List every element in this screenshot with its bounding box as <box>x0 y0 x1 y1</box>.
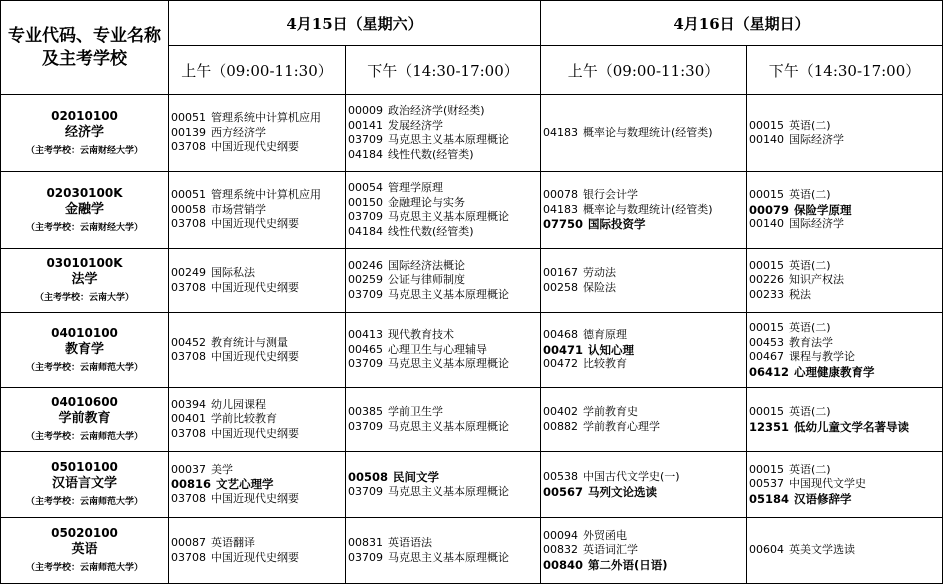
course-entry <box>543 328 746 343</box>
course-name: 银行会计学 <box>583 188 638 202</box>
course-name: 美学 <box>211 462 233 476</box>
course-code: 00258 <box>543 280 578 294</box>
course-code: 00401 <box>171 412 206 426</box>
header-slot-day1-morning: 上午（09:00-11:30） <box>169 46 346 95</box>
course-entry <box>348 536 540 551</box>
course-name: 发展经济学 <box>388 118 443 132</box>
course-entry <box>348 343 540 358</box>
course-name: 英语语法 <box>388 536 432 549</box>
course-name: 西方经济学 <box>211 125 266 139</box>
course-name: 现代教育技术 <box>388 328 454 342</box>
exam-slot-cell <box>541 313 747 388</box>
course-name: 国际经济学 <box>789 217 844 231</box>
course-entry <box>543 203 746 218</box>
exam-slot-cell <box>346 249 541 313</box>
course-code: 00094 <box>543 528 578 542</box>
course-entry <box>348 485 540 500</box>
course-entry <box>348 119 540 134</box>
major-name: 金融学 <box>64 201 104 217</box>
course-name: 英语翻译 <box>211 536 255 549</box>
course-name: 马克思主义基本原理概论 <box>388 484 509 498</box>
course-entry <box>171 126 345 141</box>
course-entry <box>171 492 345 507</box>
course-name: 中国古代文学史(一) <box>583 470 680 483</box>
course-name: 认知心理 <box>588 342 635 357</box>
major-name: 法学 <box>71 272 98 287</box>
course-entry <box>348 328 540 343</box>
course-name: 中国近现代史纲要 <box>211 350 299 363</box>
exam-slot-cell <box>747 172 943 249</box>
course-name: 保险法 <box>583 280 616 294</box>
major-cell <box>1 172 169 249</box>
course-name: 管理系统中计算机应用 <box>211 188 321 202</box>
course-entry <box>348 288 540 303</box>
course-name: 市场营销学 <box>211 202 266 216</box>
major-name: 经济学 <box>64 124 104 140</box>
course-code: 00015 <box>749 258 784 272</box>
course-code: 00079 <box>749 202 790 217</box>
course-code: 00402 <box>543 405 578 418</box>
major-school: （主考学校：云南财经大学） <box>25 222 143 233</box>
course-name: 第二外语(日语) <box>588 557 668 572</box>
course-code: 00226 <box>749 273 784 287</box>
course-entry <box>749 365 942 380</box>
major-school: （主考学校：云南师范大学） <box>25 497 143 507</box>
course-entry <box>543 529 746 544</box>
course-code: 00015 <box>749 188 784 202</box>
course-name: 国际经济法概论 <box>388 258 465 272</box>
course-code: 00140 <box>749 133 784 146</box>
course-name: 教育法学 <box>789 335 833 349</box>
course-entry <box>749 133 942 148</box>
course-name: 学前卫生学 <box>388 405 443 418</box>
course-name: 民间文学 <box>393 470 440 484</box>
course-code: 00058 <box>171 202 206 216</box>
course-code: 00816 <box>171 477 212 492</box>
exam-slot-cell <box>169 452 346 518</box>
course-name: 英美文学选读 <box>789 543 855 557</box>
course-name: 公证与律师制度 <box>388 273 465 287</box>
course-code: 03709 <box>348 357 383 371</box>
course-code: 00054 <box>348 181 383 194</box>
course-code: 00037 <box>171 462 206 476</box>
major-name: 教育学 <box>64 341 104 357</box>
course-code: 03708 <box>171 426 206 440</box>
exam-slot-cell <box>346 518 541 584</box>
course-code: 00413 <box>348 328 383 342</box>
course-entry <box>749 321 942 336</box>
major-name: 汉语言文学 <box>51 476 117 491</box>
course-code: 03709 <box>348 287 383 301</box>
course-name: 马克思主义基本原理概论 <box>388 287 509 301</box>
course-name: 线性代数(经管类) <box>388 224 474 238</box>
course-entry <box>348 148 540 163</box>
major-code: 02030100K <box>46 185 123 200</box>
course-code: 00140 <box>749 217 784 231</box>
course-entry <box>171 536 345 551</box>
course-code: 03708 <box>171 491 206 505</box>
major-name: 英语 <box>71 542 98 557</box>
course-name: 税法 <box>789 287 811 301</box>
exam-slot-cell <box>169 518 346 584</box>
course-entry <box>348 273 540 288</box>
course-code: 00840 <box>543 557 584 572</box>
course-entry <box>543 543 746 558</box>
exam-slot-cell <box>747 388 943 452</box>
course-code: 03709 <box>348 419 383 433</box>
course-name: 学前教育史 <box>583 405 638 418</box>
course-name: 马克思主义基本原理概论 <box>388 210 509 223</box>
course-entry <box>171 551 345 566</box>
course-entry <box>749 119 942 134</box>
course-entry <box>749 336 942 351</box>
course-entry <box>543 420 746 435</box>
course-entry <box>171 111 345 126</box>
course-name: 幼儿园课程 <box>211 397 266 411</box>
course-code: 00009 <box>348 104 383 117</box>
course-code: 00471 <box>543 342 584 357</box>
course-code: 07750 <box>543 217 584 232</box>
course-code: 03708 <box>171 350 206 363</box>
course-entry <box>171 140 345 155</box>
course-entry <box>348 196 540 211</box>
course-entry <box>543 126 746 141</box>
course-name: 国际经济学 <box>789 133 844 146</box>
major-school: （主考学校：云南师范大学） <box>25 432 143 442</box>
course-code: 00015 <box>749 321 784 334</box>
course-code: 00139 <box>171 125 206 139</box>
major-school: （主考学校：云南师范大学） <box>25 563 143 573</box>
course-code: 00508 <box>348 470 389 484</box>
course-entry <box>543 357 746 372</box>
course-code: 12351 <box>749 419 790 434</box>
course-entry <box>348 225 540 240</box>
course-code: 04184 <box>348 147 383 161</box>
course-entry <box>171 203 345 218</box>
header-slot-day1-afternoon: 下午（14:30-17:00） <box>346 46 541 95</box>
major-row <box>1 172 943 249</box>
course-name: 文艺心理学 <box>216 477 274 492</box>
course-code: 00015 <box>749 118 784 132</box>
course-name: 英语(二) <box>789 118 831 132</box>
course-name: 线性代数(经管类) <box>388 147 474 161</box>
course-entry <box>171 350 345 365</box>
course-name: 低幼儿童文学名著导读 <box>794 419 910 434</box>
course-code: 00567 <box>543 484 584 499</box>
course-name: 中国近现代史纲要 <box>211 491 299 505</box>
course-code: 03708 <box>171 550 206 564</box>
course-name: 德育原理 <box>583 328 627 342</box>
course-name: 比较教育 <box>583 357 627 371</box>
course-code: 00453 <box>749 335 784 349</box>
major-school: （主考学校：云南财经大学） <box>25 145 143 156</box>
course-name: 学前比较教育 <box>211 412 277 426</box>
course-entry <box>171 188 345 203</box>
course-code: 05184 <box>749 491 790 506</box>
course-name: 英语(二) <box>789 405 831 418</box>
course-entry <box>171 336 345 351</box>
header-corner: 专业代码、专业名称及主考学校 <box>1 1 169 95</box>
exam-slot-cell <box>541 249 747 313</box>
course-entry <box>348 104 540 119</box>
course-code: 00394 <box>171 397 206 411</box>
course-entry <box>348 470 540 485</box>
course-code: 04183 <box>543 125 578 139</box>
course-code: 03709 <box>348 550 383 564</box>
course-name: 中国现代文学史 <box>789 477 866 491</box>
major-row <box>1 388 943 452</box>
exam-slot-cell <box>169 249 346 313</box>
course-entry <box>348 405 540 420</box>
course-entry <box>171 427 345 442</box>
course-code: 00385 <box>348 405 383 418</box>
course-name: 马克思主义基本原理概论 <box>388 550 509 564</box>
course-name: 英语(二) <box>789 188 831 202</box>
course-entry <box>749 288 942 303</box>
course-code: 00051 <box>171 111 206 125</box>
course-code: 04183 <box>543 202 578 216</box>
course-code: 00259 <box>348 273 383 287</box>
course-name: 劳动法 <box>583 266 616 279</box>
course-name: 金融理论与实务 <box>388 195 465 209</box>
major-name: 学前教育 <box>58 411 111 426</box>
major-cell <box>1 249 169 313</box>
course-entry <box>171 412 345 427</box>
major-school: （主考学校：云南大学） <box>34 293 134 303</box>
course-name: 管理系统中计算机应用 <box>211 111 321 125</box>
course-entry <box>171 398 345 413</box>
exam-slot-cell <box>346 313 541 388</box>
course-code: 04184 <box>348 224 383 238</box>
major-row <box>1 452 943 518</box>
course-entry <box>749 259 942 274</box>
course-entry <box>171 477 345 492</box>
exam-slot-cell <box>747 95 943 172</box>
course-code: 00078 <box>543 188 578 202</box>
course-code: 00831 <box>348 536 383 549</box>
exam-slot-cell <box>747 313 943 388</box>
major-code: 05010100 <box>51 460 118 474</box>
course-name: 英语词汇学 <box>583 543 638 557</box>
course-entry <box>348 420 540 435</box>
course-entry <box>543 266 746 281</box>
course-entry <box>543 188 746 203</box>
major-row <box>1 518 943 584</box>
course-entry <box>543 281 746 296</box>
exam-slot-cell <box>541 452 747 518</box>
course-code: 00882 <box>543 419 578 433</box>
course-code: 00015 <box>749 405 784 418</box>
course-entry <box>749 217 942 232</box>
course-entry <box>749 543 942 558</box>
course-name: 学前教育心理学 <box>583 419 660 433</box>
course-entry <box>171 281 345 296</box>
exam-slot-cell <box>346 172 541 249</box>
exam-slot-cell <box>169 95 346 172</box>
course-code: 00167 <box>543 266 578 279</box>
course-code: 00150 <box>348 195 383 209</box>
course-entry <box>348 133 540 148</box>
course-entry <box>543 470 746 485</box>
major-row <box>1 249 943 313</box>
course-name: 马克思主义基本原理概论 <box>388 419 509 433</box>
course-name: 国际私法 <box>211 266 255 279</box>
major-school: （主考学校：云南师范大学） <box>25 362 143 373</box>
major-row <box>1 95 943 172</box>
header-row-dates <box>1 1 943 46</box>
course-name: 外贸函电 <box>583 528 627 542</box>
major-code: 04010100 <box>51 325 118 340</box>
course-name: 教育统计与测量 <box>211 335 288 349</box>
major-cell <box>1 518 169 584</box>
major-cell <box>1 452 169 518</box>
course-code: 03709 <box>348 133 383 146</box>
course-code: 00604 <box>749 543 784 557</box>
exam-slot-cell <box>169 388 346 452</box>
course-code: 00832 <box>543 543 578 557</box>
course-entry <box>171 217 345 232</box>
course-name: 中国近现代史纲要 <box>211 217 299 231</box>
course-entry <box>749 273 942 288</box>
course-entry <box>749 203 942 218</box>
course-entry <box>543 405 746 420</box>
header-date-day1: 4月15日（星期六） <box>169 1 541 46</box>
exam-slot-cell <box>541 518 747 584</box>
course-entry <box>348 210 540 225</box>
course-name: 知识产权法 <box>789 273 844 287</box>
course-entry <box>348 357 540 372</box>
course-entry <box>749 188 942 203</box>
exam-slot-cell <box>747 518 943 584</box>
major-row <box>1 313 943 388</box>
course-code: 03709 <box>348 484 383 498</box>
header-date-day2: 4月16日（星期日） <box>541 1 943 46</box>
course-entry <box>171 463 345 478</box>
course-entry <box>543 558 746 573</box>
course-name: 马克思主义基本原理概论 <box>388 357 509 371</box>
course-entry <box>348 259 540 274</box>
exam-slot-cell <box>169 172 346 249</box>
course-code: 00051 <box>171 188 206 202</box>
course-name: 中国近现代史纲要 <box>211 550 299 564</box>
course-code: 00141 <box>348 118 383 132</box>
exam-slot-cell <box>541 388 747 452</box>
course-name: 中国近现代史纲要 <box>211 426 299 440</box>
course-entry <box>543 485 746 500</box>
major-code: 05020100 <box>51 526 118 540</box>
exam-slot-cell <box>747 452 943 518</box>
exam-slot-cell <box>541 172 747 249</box>
course-entry <box>543 343 746 358</box>
course-entry <box>749 477 942 492</box>
schedule-body <box>1 95 943 584</box>
course-entry <box>749 405 942 420</box>
course-name: 汉语修辞学 <box>794 491 852 506</box>
course-code: 00465 <box>348 342 383 356</box>
course-code: 03709 <box>348 210 383 223</box>
course-code: 06412 <box>749 364 790 379</box>
course-code: 00233 <box>749 287 784 301</box>
course-name: 马列文论选读 <box>588 484 658 499</box>
course-entry <box>749 420 942 435</box>
course-name: 英语(二) <box>789 258 831 272</box>
course-entry <box>348 181 540 196</box>
course-name: 课程与教学论 <box>789 350 855 363</box>
header-slot-day2-afternoon: 下午（14:30-17:00） <box>747 46 943 95</box>
course-code: 00468 <box>543 328 578 342</box>
course-name: 国际投资学 <box>588 217 646 232</box>
course-code: 00537 <box>749 477 784 491</box>
exam-slot-cell <box>346 452 541 518</box>
exam-slot-cell <box>169 313 346 388</box>
course-code: 03708 <box>171 140 206 154</box>
course-code: 00249 <box>171 266 206 279</box>
course-name: 英语(二) <box>789 321 831 334</box>
course-name: 保险学原理 <box>794 202 852 217</box>
course-entry <box>749 492 942 507</box>
course-name: 政治经济学(财经类) <box>388 104 485 117</box>
course-code: 00087 <box>171 536 206 549</box>
course-code: 00467 <box>749 350 784 363</box>
exam-slot-cell <box>541 95 747 172</box>
exam-slot-cell <box>747 249 943 313</box>
course-code: 00538 <box>543 470 578 483</box>
course-code: 00452 <box>171 335 206 349</box>
major-cell <box>1 95 169 172</box>
course-code: 03708 <box>171 217 206 231</box>
major-code: 04010600 <box>51 395 118 409</box>
course-name: 马克思主义基本原理概论 <box>388 133 509 146</box>
course-code: 03708 <box>171 280 206 294</box>
course-name: 心理卫生与心理辅导 <box>388 342 487 356</box>
exam-slot-cell <box>346 95 541 172</box>
course-entry <box>749 463 942 478</box>
major-code: 03010100K <box>46 256 123 270</box>
course-code: 00246 <box>348 258 383 272</box>
major-code: 02010100 <box>51 108 118 123</box>
course-code: 00472 <box>543 357 578 371</box>
course-entry <box>348 551 540 566</box>
exam-slot-cell <box>346 388 541 452</box>
course-name: 心理健康教育学 <box>794 364 875 379</box>
course-code: 00015 <box>749 462 784 476</box>
major-cell <box>1 388 169 452</box>
course-name: 中国近现代史纲要 <box>211 140 299 154</box>
course-entry <box>171 266 345 281</box>
course-name: 英语(二) <box>789 462 831 476</box>
major-cell <box>1 313 169 388</box>
header-slot-day2-morning: 上午（09:00-11:30） <box>541 46 747 95</box>
course-name: 中国近现代史纲要 <box>211 280 299 294</box>
course-entry <box>543 217 746 232</box>
course-name: 管理学原理 <box>388 181 443 194</box>
course-entry <box>749 350 942 365</box>
course-name: 概率论与数理统计(经管类) <box>583 125 713 139</box>
course-name: 概率论与数理统计(经管类) <box>583 202 713 216</box>
